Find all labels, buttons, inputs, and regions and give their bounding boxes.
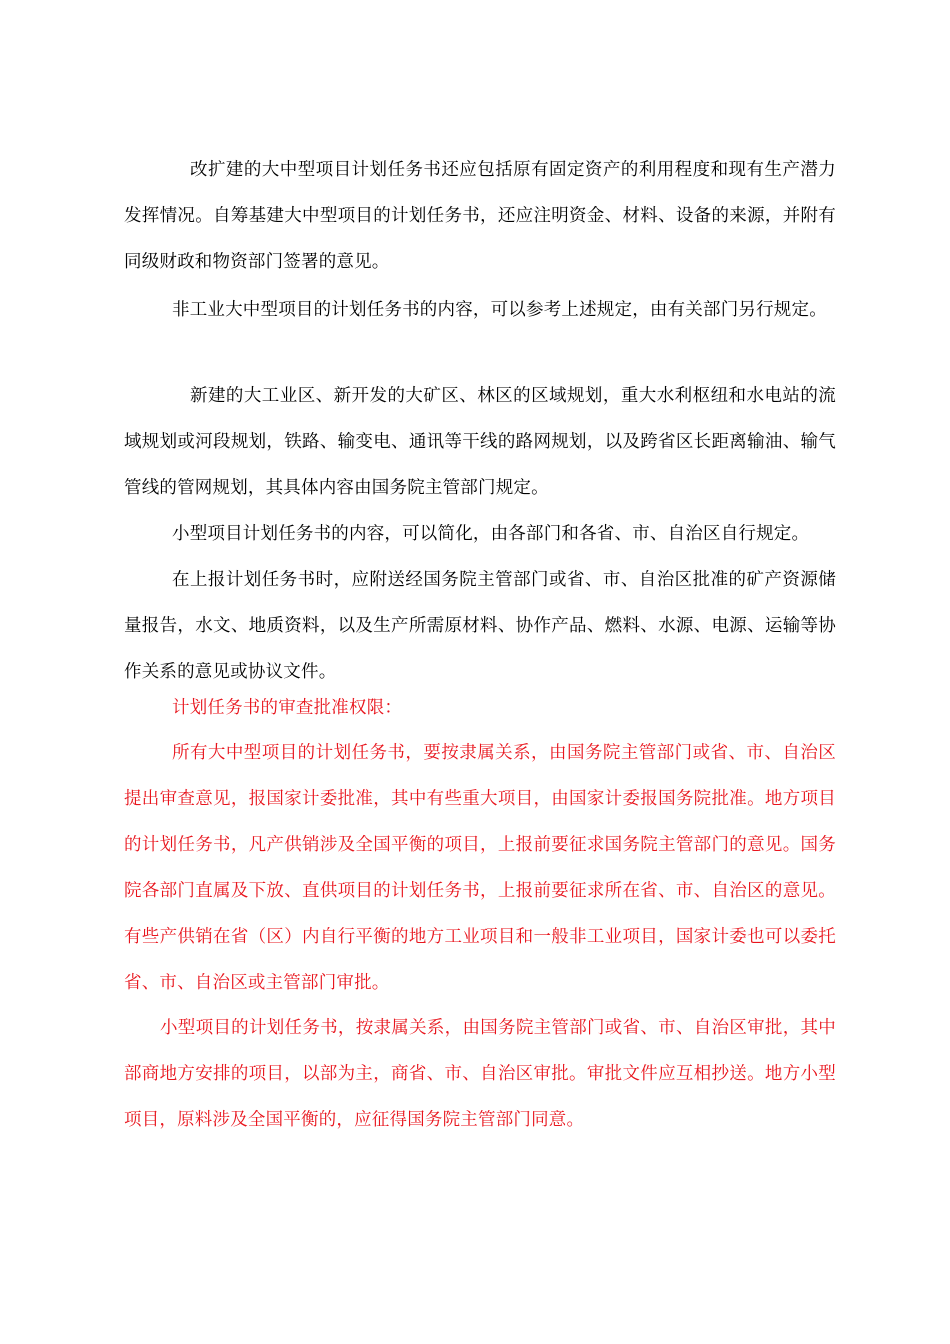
paragraph-3: 新建的大工业区、新开发的大矿区、林区的区域规划，重大水利枢纽和水电站的流域规划或河段规划，铁路、输变电、通讯等干线的路网规划，以及跨省区长距离输油、输气管线的管网规划，其具体内容由国务院主管部门规定。	[124, 386, 836, 498]
section-heading: 计划任务书的审查批准权限：	[172, 698, 403, 718]
paragraph-8: 小型项目的计划任务书，按隶属关系，由国务院主管部门或省、市、自治区审批，其中部商地方安排的项目，以部为主，商省、市、自治区审批。审批文件应互相抄送。地方小型项目，原料涉及全国平衡的，应征得国务院主管部门同意。	[124, 1018, 836, 1130]
paragraph-2: 非工业大中型项目的计划任务书的内容，可以参考上述规定，由有关部门另行规定。	[172, 300, 827, 320]
paragraph-7: 所有大中型项目的计划任务书，要按隶属关系，由国务院主管部门或省、市、自治区提出审查意见，报国家计委批准，其中有些重大项目，由国家计委报国务院批准。地方项目的计划任务书，凡产供销涉及全国平衡的项目，上报前要征求国务院主管部门的意见。国务院各部门直属及下放、直供项目的计划任务书，上报前要征求所在省、市、自治区的意见。有些产供销在省（区）内自行平衡的地方工业项目和一般非工业项目，国家计委也可以委托省、市、自治区或主管部门审批。	[124, 743, 836, 993]
paragraph-5: 在上报计划任务书时，应附送经国务院主管部门或省、市、自治区批准的矿产资源储量报告，水文、地质资料，以及生产所需原材料、协作产品、燃料、水源、电源、运输等协作关系的意见或协议文件。	[124, 570, 836, 682]
paragraph-1: 改扩建的大中型项目计划任务书还应包括原有固定资产的利用程度和现有生产潜力发挥情况。自筹基建大中型项目的计划任务书，还应注明资金、材料、设备的来源，并附有同级财政和物资部门签署的意见。	[124, 160, 836, 272]
paragraph-4: 小型项目计划任务书的内容，可以简化，由各部门和各省、市、自治区自行规定。	[172, 524, 810, 544]
